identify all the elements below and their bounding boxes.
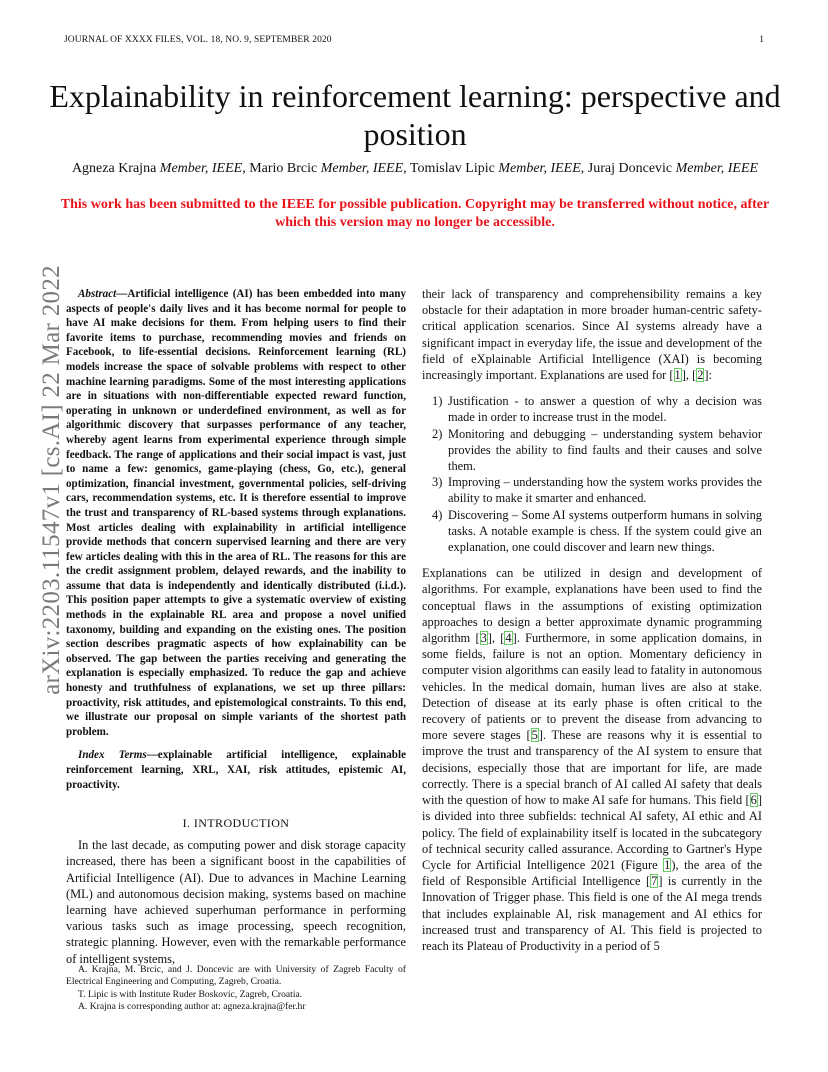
text-run: is currently in the Innovation of Trigger phase. This field is one of the AI mega trends that includes explainable AI, risk management and AI ethics for increased trust and transparency of AI. This field is projected to reach its Plateau of Productivity in a period of 5 xyxy=(422,874,762,953)
list-text: Improving – understanding how the system works provides the ability to make it smarter and enhanced. xyxy=(448,475,762,506)
section-number: I. xyxy=(182,816,191,831)
abstract-text: —Artificial intelligence (AI) has been embedded into many aspects of people's daily lives and it has become normal for people to have AI make decisions for them. From helping users to find their favorite items to purchase, recommending movies and friends on Facebook, to life-essential decisions. Reinforcement learning (RL) models increase the space of solvable problems with respect to other machine learning paradigms. Some of the most interesting applications are in situations with non-differentiable expected reward function, operating in unknown or underdefined environment, as well as for algorithmic discovery that surpasses performance of any teacher, whereby agent learns from experimental experience through simple feedback. The range of applications and their social impact is vast, just to name a few: genomics, game-playing (chess, Go, etc.), general optimization, financial investment, governmental policies, self-driving cars, recommendation systems, etc. It is therefore essential to improve the trust and transparency of RL-based systems through explanations. Most articles dealing with explainability in artificial intelligence provide methods that concern supervised learning and there are very few articles dealing with this in the area of RL. The reasons for this are the credit assignment problem, delayed rewards, and the inability to assume that data is independently and identically distributed (i.i.d.). This position paper attempts to give a systematic overview of existing methods in the explainable RL area and propose a novel unified taxonomy, building and expanding on the existing ones. The position section describes pragmatic aspects of how explainability can be observed. The gap between the parties receiving and generating the explanation is especially emphasized. To reduce the gap and achieve honesty and truthfulness of explanations, we set up three pillars: proactivity, risk attitudes, and epistemological constraints. To this end, we illustrate our proposal on simple variants of the shortest path problem. xyxy=(66,288,406,738)
paper-title: Explainability in reinforcement learning: perspective and position xyxy=(49,78,781,152)
list-number: 1) xyxy=(432,394,443,409)
list-number: 4) xyxy=(432,507,443,522)
citation-link[interactable]: 7 xyxy=(651,874,658,889)
author-role: Member, IEEE xyxy=(320,161,404,176)
list-number: 3) xyxy=(432,475,443,490)
right-column xyxy=(422,286,762,954)
text-run: ), the area of the field of Responsible Artificial Intelligence xyxy=(422,857,762,889)
left-column xyxy=(66,287,406,967)
index-terms-text: —explainable artificial intelligence, explainable reinforcement learning, XRL, XAI, risk attitudes, epistemic AI, proactivity. xyxy=(66,749,406,791)
text-run: . These are reasons why it is essential to improve the trust and transparency of the AI system to ensure that decisions, especially those that are important for life, are made correctly. There is a special branch of AI called AI safety that deals with the question of how to make AI safe for humans. This field xyxy=(422,728,762,808)
citation-link[interactable]: 3 xyxy=(480,631,487,646)
citation-link[interactable]: 1 xyxy=(674,368,681,383)
author-list: Agneza Krajna Member, IEEE, Mario Brcic Member, IEEE, Tomislav Lipic Member, IEEE, Juraj Doncevic Member, IEEE xyxy=(71,161,759,176)
list-item xyxy=(422,507,762,556)
author-role: Member, IEEE xyxy=(498,161,581,176)
page-number: 1 xyxy=(759,35,764,45)
author-name: Agneza Krajna xyxy=(71,161,157,176)
running-head: JOURNAL OF XXXX FILES, VOL. 18, NO. 9, SEPTEMBER 2020 xyxy=(64,35,332,45)
list-item xyxy=(422,393,762,425)
index-terms xyxy=(66,748,406,792)
citation-link[interactable]: 6 xyxy=(750,793,757,808)
explanation-uses-list xyxy=(422,393,762,555)
abstract-lead: Abstract xyxy=(78,288,117,300)
author-role: Member, IEEE xyxy=(675,161,759,176)
abstract xyxy=(66,287,406,739)
text-run: their lack of transparency and comprehensibility remains a key obstacle for their adaptation in more broader human-centric safety-critical application scenarios. Since AI systems already have a significant impact in everyday life, the issue and development of the field of eXplainable Artificial Intelligence (XAI) is becoming increasingly important. Explanations are used for xyxy=(422,287,762,383)
list-item xyxy=(422,426,762,475)
list-item xyxy=(422,474,762,506)
footnotes xyxy=(66,964,406,1013)
body-paragraph: their lack of transparency and comprehensibility remains a key obstacle for their adaptation in more broader human-centric safety-critical application scenarios. Since AI systems already have a significant impact in everyday life, the issue and development of the field of eXplainable Artificial Intelligence (XAI) is becoming increasingly important. Explanations are used for [1], [2]: xyxy=(422,287,762,383)
figure-link[interactable]: 1 xyxy=(664,857,671,872)
footnote: A. Krajna, M. Brcic, and J. Doncevic are with University of Zagreb Faculty of Electrical Engineering and Computing, Zagreb, Croatia. xyxy=(66,964,406,988)
list-text: Justification - to answer a question of why a decision was made in order to increase trust in the model. xyxy=(448,394,762,425)
text-run: Explanations can be utilized in design and development of algorithms. For example, explanations have been used to find the conceptual flaws in the assumptions of existing optimization approaches to design a better approximate dynamic programming algorithm xyxy=(422,566,762,646)
section-title-rest: NTRODUCTION xyxy=(198,816,290,831)
list-text: Monitoring and debugging – understanding system behavior provides the ability to find faults and their causes and solve them. xyxy=(448,426,762,474)
list-text: Discovering – Some AI systems outperform humans in solving tasks. A notable example is chess. If the system could give an explanation, one could discover and learn new things. xyxy=(448,507,762,555)
author-name: Mario Brcic xyxy=(249,161,318,176)
intro-paragraph: In the last decade, as computing power and disk storage capacity increased, there has been a significant boost in the capabilities of Artificial Intelligence (AI). Due to advances in Machine Learning (ML) and autonomous decision making, systems based on machine learning have achieved superhuman performance in performing various tasks such as image processing, speech recognition, strategic planning. However, even with the remarkable performance of intelligent systems, xyxy=(66,838,406,966)
text-run: . Furthermore, in some application domains, in some fields, failure is not an option. Momentary deficiency in computer vision algorithms can easily lead to fatality in autonomous vehicles. In the medical domain, human lives are also at stake. Detection of disease at its early phase is often critical to the recovery of patients or to prevent the disease from advancing to more severe stages xyxy=(422,631,762,743)
citation-link[interactable]: 4 xyxy=(505,631,512,646)
list-number: 2) xyxy=(432,426,443,441)
citation-link[interactable]: 5 xyxy=(531,728,538,743)
body-paragraph: Explanations can be utilized in design and development of algorithms. For example, explanations have been used to find the conceptual flaws in the assumptions of existing optimization approaches to design a better approximate dynamic programming algorithm [3], [4]. Furthermore, in some application domains, in some fields, failure is not an option. Momentary deficiency in computer vision algorithms can easily lead to fatality in autonomous vehicles. In the medical domain, human lives are also at stake. Detection of disease at its early phase is often critical to the recovery of patients or to prevent the disease from advancing to more severe stages [5]. These are reasons why it is essential to improve the trust and transparency of the AI system to ensure that decisions, especially those that are important for life, are made correctly. There is a special branch of AI called AI safety that deals with the question of how to make AI safe for humans. This field [6] is divided into three subfields: technical AI safety, AI ethic and AI policy. The field of explainability itself is located in the subcategory of technical security called assurance. According to Gartner's Hype Cycle for Artificial Intelligence 2021 (Figure 1), the area of the field of Responsible Artificial Intelligence [7] is currently in the Innovation of Trigger phase. This field is one of the AI mega trends that includes explainable AI, risk management and AI ethics for increased trust and transparency of AI. This field is projected to reach its Plateau of Productivity in a period of 5 xyxy=(422,566,762,953)
submission-notice: This work has been submitted to the IEEE for possible publication. Copyright may be transferred without notice, after which this version may no longer be accessible. xyxy=(60,197,770,230)
arxiv-identifier: arXiv:2203.11547v1 [cs.AI] 22 Mar 2022 xyxy=(38,265,65,695)
author-name: Tomislav Lipic xyxy=(409,161,495,176)
index-terms-lead: Index Terms xyxy=(78,749,147,762)
section-heading xyxy=(66,816,406,831)
section-title-initial: I xyxy=(193,816,199,831)
footnote: T. Lipic is with Institute Ruder Boskovic, Zagreb, Croatia. xyxy=(78,988,303,1000)
author-role: Member, IEEE xyxy=(159,161,243,176)
text-run: : xyxy=(708,368,712,383)
citation-link[interactable]: 2 xyxy=(697,368,704,383)
author-name: Juraj Doncevic xyxy=(587,161,673,176)
text-run: is divided into three subfields: technical AI safety, AI ethic and AI policy. The field of explainability itself is located in the subcategory of technical security called assurance. According to Gartner's Hype Cycle for Artificial Intelligence 2021 (Figure xyxy=(422,809,762,872)
footnote: A. Krajna is corresponding author at: agneza.krajna@fer.hr xyxy=(78,1000,306,1012)
